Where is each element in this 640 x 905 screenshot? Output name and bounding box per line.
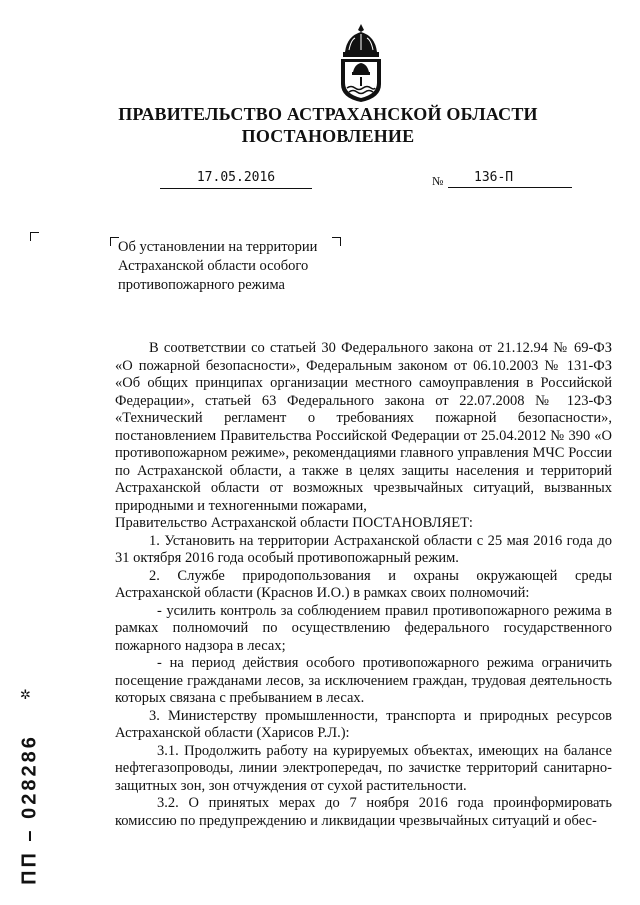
corner-mark — [30, 232, 39, 241]
clause-3: 3. Министерству промышленности, транспорта и природных ресурсов Астраханской области (Харисов Р.Л.): — [115, 707, 612, 741]
resolution-line: Правительство Астраханской области ПОСТАНОВЛЯЕТ: — [115, 515, 473, 531]
document-type-title: ПОСТАНОВЛЕНИЕ — [241, 126, 415, 146]
clause-3-1: 3.1. Продолжить работу на курируемых объектах, имеющих на балансе нефтегазопроводы, линии электропередач, по зачистке территорий санитарно-защитных зон, зон отчуждения от сухой растительности. — [115, 742, 612, 794]
coat-of-arms-icon — [331, 22, 391, 104]
preamble-paragraph: В соответствии со статьей 30 Федерального закона от 21.12.94 № 69-ФЗ «О пожарной безопасности», Федеральным законом от 06.10.2003 № 131-ФЗ «Об общих принципах организации местного самоуправления в Российской Федерации», статьей 63 Федерального закона от 22.07.2008 № 123-ФЗ «Технический регламент о требованиях пожарной безопасности», постановлением Правительства Российской Федерации от 25.04.2012 № 390 «О противопожарном режиме», рекомендациями главного управления МЧС России по Астраханской области, а также в целях защиты населения и территорий Астраханской области от возможных чрезвычайных ситуаций, вызванных природными и техногенными пожарами, — [115, 340, 612, 514]
document-date: 17.05.2016 — [160, 170, 312, 189]
document-number: 136-П — [448, 170, 572, 188]
number-label: № — [432, 174, 444, 188]
clause-3-2: 3.2. О принятых мерах до 7 ноября 2016 года проинформировать комиссию по предупреждению и ликвидации чрезвычайных ситуаций и обес- — [115, 795, 612, 829]
form-code: ПП – 028286 — [18, 734, 41, 885]
clause-2: 2. Службе природопользования и охраны окружающей среды Астраханской области (Краснов И.О.) в рамках своих полномочий: — [115, 567, 612, 601]
stamp-mark-icon: ✲ — [20, 688, 31, 703]
clause-2-item-1: - усилить контроль за соблюдением правил противопожарного режима в рамках полномочий по осуществлению федерального государственного пожарного надзора в лесах; — [115, 602, 612, 654]
form-stamp — [10, 688, 50, 885]
document-body — [115, 340, 612, 830]
clause-1: 1. Установить на территории Астраханской области с 25 мая 2016 года до 31 октября 2016 года особый противопожарный режим. — [115, 532, 612, 566]
government-title: ПРАВИТЕЛЬСТВО АСТРАХАНСКОЙ ОБЛАСТИ — [118, 104, 538, 124]
document-subject: Об установлении на территории Астраханской области особого противопожарного режима — [118, 239, 318, 293]
clause-2-item-2: - на период действия особого противопожарного режима ограничить посещение гражданами лесов, за исключением граждан, трудовая деятельность которых связана с пребыванием в лесах. — [115, 655, 612, 706]
